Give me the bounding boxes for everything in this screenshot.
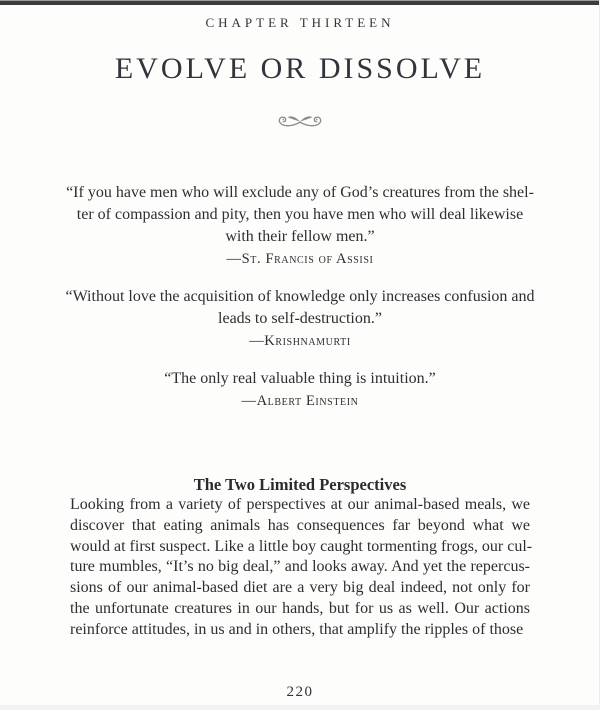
chapter-title: EVOLVE OR DISSOLVE	[114, 52, 486, 85]
body-paragraph	[70, 495, 533, 641]
body-line: sions of our animal-based diet are a very big deal indeed, not only for	[70, 579, 530, 597]
scroll-flourish-icon	[273, 110, 327, 130]
ornament-container	[0, 110, 600, 130]
body-line: Looking from a variety of perspectives at our animal-based meals, we	[70, 496, 530, 513]
quote-attribution: —St. Francis of Assisi	[226, 251, 374, 267]
quote-attribution: —Albert Einstein	[241, 393, 359, 409]
quote-line: “The only real valuable thing is intuition.”	[164, 370, 436, 387]
section-heading: The Two Limited Perspectives	[193, 475, 407, 494]
page-bottom-edge	[0, 705, 600, 710]
quote-block-krishnamurti	[0, 286, 600, 352]
quote-line: with their fellow men.”	[225, 228, 375, 245]
quote-line: “If you have men who will exclude any of God’s creatures from the shel-	[66, 184, 534, 201]
quote-block-francis	[0, 182, 600, 270]
body-line: discover that eating animals has consequences far beyond what we	[70, 516, 530, 534]
page-number: 220	[286, 684, 314, 700]
body-line: ture mumbles, “It’s no big deal,” and looks away. And yet the repercus-	[70, 558, 530, 576]
quote-line: ter of compassion and pity, then you have men who will deal likewise	[76, 206, 524, 223]
quote-attribution: —Krishnamurti	[249, 333, 351, 349]
epigraph-quotes	[0, 182, 600, 412]
quote-line: “Without love the acquisition of knowledge only increases confusion and	[65, 288, 535, 305]
body-line: would at first suspect. Like a little boy caught tormenting frogs, our cul-	[70, 537, 533, 555]
chapter-header: CHAPTER THIRTEEN	[205, 15, 395, 30]
body-section	[0, 474, 600, 641]
body-line: the unfortunate creatures in our hands, but for us as well. Our actions	[70, 599, 530, 617]
quote-block-einstein	[0, 368, 600, 412]
page-top-border	[0, 0, 600, 5]
quote-line: leads to self-destruction.”	[218, 310, 382, 327]
body-line: reinforce attitudes, in us and in others, that amplify the ripples of those	[70, 620, 524, 638]
